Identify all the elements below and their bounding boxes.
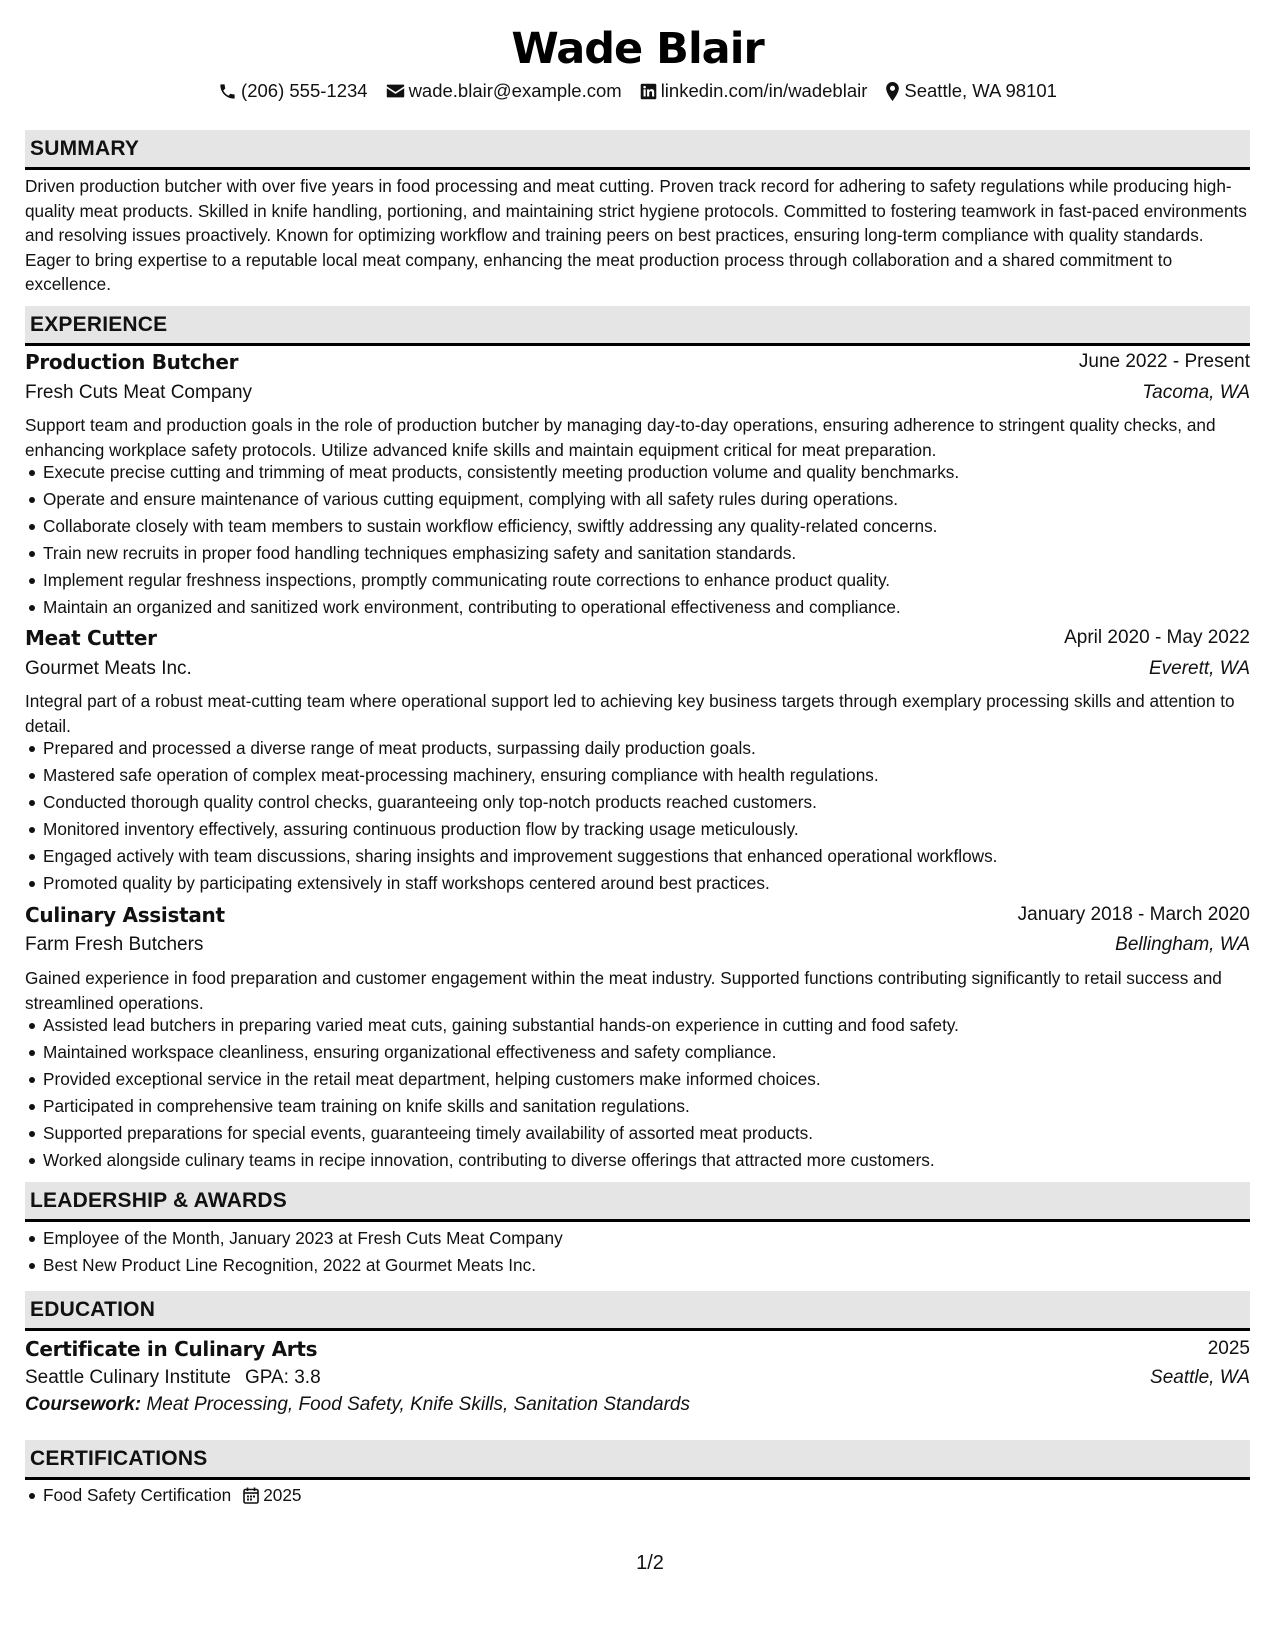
job-header [25, 348, 1250, 376]
certification-year: 2025 [263, 1485, 302, 1505]
leadership-section-header [25, 1182, 1250, 1222]
coursework-label: Coursework: [25, 1394, 142, 1415]
job-bullets [25, 1012, 1250, 1174]
education-header [25, 1335, 1250, 1363]
company-name: Gourmet Meats Inc. [25, 658, 192, 679]
list-item: Employee of the Month, January 2023 at Fresh Cuts Meat Company [25, 1225, 1250, 1252]
list-item: Implement regular freshness inspections, promptly communicating route corrections to enhance product quality. [25, 567, 1250, 594]
list-item [25, 1482, 1250, 1509]
list-item: Promoted quality by participating extensively in staff workshops centered around best practices. [25, 870, 1250, 897]
job-description: Gained experience in food preparation and customer engagement within the meat industry. Supported functions contributing significantly to retail success and streamlined operations. [25, 968, 1222, 1013]
job-bullets [25, 459, 1250, 621]
list-item: Worked alongside culinary teams in recipe innovation, contributing to diverse offerings that attracted more customers. [25, 1147, 1250, 1174]
contact-phone [218, 80, 368, 102]
email-text: wade.blair@example.com [408, 80, 622, 101]
contact-linkedin[interactable] [640, 80, 868, 102]
awards-list [25, 1225, 1250, 1279]
map-pin-icon [885, 82, 900, 101]
company-name: Farm Fresh Butchers [25, 934, 204, 955]
coursework [25, 1394, 1250, 1416]
job-dates: January 2018 - March 2020 [1017, 904, 1250, 925]
list-item: Maintain an organized and sanitized work environment, contributing to operational effectiveness and compliance. [25, 594, 1250, 621]
linkedin-text: linkedin.com/in/wadeblair [660, 80, 868, 101]
candidate-name: Wade Blair [511, 24, 764, 74]
contact-location [885, 80, 1057, 102]
education-subheader [25, 1364, 1250, 1392]
company-name: Fresh Cuts Meat Company [25, 382, 253, 403]
section-title: EDUCATION [30, 1297, 156, 1321]
degree-title: Certificate in Culinary Arts [25, 1337, 318, 1361]
job-subheader [25, 655, 1250, 683]
linkedin-icon [640, 83, 657, 100]
job-dates: April 2020 - May 2022 [1064, 627, 1250, 648]
certification-name: Food Safety Certification [43, 1485, 232, 1505]
school-location: Seattle, WA [1150, 1367, 1250, 1388]
gpa: GPA: 3.8 [244, 1367, 321, 1388]
list-item: Engaged actively with team discussions, sharing insights and improvement suggestions that enhanced operational workflows. [25, 843, 1250, 870]
job-location: Bellingham, WA [1115, 934, 1250, 955]
contact-bar [25, 80, 1250, 102]
certifications-section-header [25, 1440, 1250, 1480]
list-item: Operate and ensure maintenance of various cutting equipment, complying with all safety rules during operations. [25, 486, 1250, 513]
job-header [25, 624, 1250, 652]
education-section-header [25, 1291, 1250, 1331]
list-item: Monitored inventory effectively, assuring continuous production flow by tracking usage meticulously. [25, 816, 1250, 843]
page-number: 1/2 [636, 1552, 664, 1574]
section-title: LEADERSHIP & AWARDS [30, 1188, 287, 1212]
list-item: Supported preparations for special events, guaranteeing timely availability of assorted meat products. [25, 1120, 1250, 1147]
job-subheader [25, 931, 1250, 959]
job-location: Tacoma, WA [1142, 382, 1250, 403]
list-item: Conducted thorough quality control checks, guaranteeing only top-notch products reached customers. [25, 789, 1250, 816]
phone-text: (206) 555-1234 [241, 80, 368, 101]
coursework-text: Meat Processing, Food Safety, Knife Skills, Sanitation Standards [146, 1394, 690, 1415]
list-item: Assisted lead butchers in preparing varied meat cuts, gaining substantial hands-on experience in cutting and food safety. [25, 1012, 1250, 1039]
job-description: Support team and production goals in the role of production butcher by managing day-to-day operations, ensuring adherence to stringent quality checks, and enhancing workplace safety protocols. Utilize advanced knife skills and maintain equipment critical for meat preparation. [25, 415, 1216, 460]
list-item: Train new recruits in proper food handling techniques emphasizing safety and sanitation standards. [25, 540, 1250, 567]
job-bullets [25, 735, 1250, 897]
job-header [25, 901, 1250, 929]
job-title: Culinary Assistant [25, 903, 225, 927]
list-item: Mastered safe operation of complex meat-processing machinery, ensuring compliance with health regulations. [25, 762, 1250, 789]
section-title: EXPERIENCE [30, 312, 168, 336]
calendar-icon [243, 1487, 259, 1504]
certifications-list [25, 1482, 1250, 1509]
section-title: CERTIFICATIONS [30, 1446, 208, 1470]
job-subheader [25, 379, 1250, 407]
summary-text: Driven production butcher with over five years in food processing and meat cutting. Proven track record for adhering to safety regulations while producing high-quality meat products. Skilled in knife handling, portioning, and maintaining strict hygiene protocols. Committed to fostering teamwork in fast-paced environments and resolving issues proactively. Known for optimizing workflow and training peers on best practices, ensuring long-term compliance with quality standards. Eager to bring expertise to a reputable local meat company, enhancing the meat production process through collaboration and a shared commitment to excellence. [25, 176, 1247, 294]
job-title: Production Butcher [25, 350, 239, 374]
school-name: Seattle Culinary Institute [25, 1367, 231, 1388]
school-line [25, 1367, 321, 1389]
list-item: Best New Product Line Recognition, 2022 at Gourmet Meats Inc. [25, 1252, 1250, 1279]
job-title: Meat Cutter [25, 626, 157, 650]
job-description: Integral part of a robust meat-cutting team where operational support led to achieving key business targets through exemplary processing skills and attention to detail. [25, 691, 1235, 736]
list-item: Execute precise cutting and trimming of meat products, consistently meeting production volume and quality benchmarks. [25, 459, 1250, 486]
list-item: Provided exceptional service in the retail meat department, helping customers make informed choices. [25, 1066, 1250, 1093]
education-year: 2025 [1207, 1338, 1250, 1359]
envelope-icon [386, 83, 405, 99]
experience-section-header [25, 306, 1250, 346]
job-dates: June 2022 - Present [1078, 351, 1250, 372]
section-title: SUMMARY [30, 136, 140, 160]
location-text: Seattle, WA 98101 [904, 80, 1057, 101]
list-item: Collaborate closely with team members to sustain workflow efficiency, swiftly addressing any quality-related concerns. [25, 513, 1250, 540]
resume-page [25, 0, 1250, 1650]
job-location: Everett, WA [1148, 658, 1250, 679]
list-item: Maintained workspace cleanliness, ensuring organizational effectiveness and safety compliance. [25, 1039, 1250, 1066]
summary-section-header [25, 130, 1250, 170]
phone-icon [218, 82, 237, 101]
contact-email[interactable] [386, 80, 622, 102]
list-item: Prepared and processed a diverse range of meat products, surpassing daily production goals. [25, 735, 1250, 762]
certification-date [243, 1482, 301, 1509]
list-item: Participated in comprehensive team training on knife skills and sanitation regulations. [25, 1093, 1250, 1120]
